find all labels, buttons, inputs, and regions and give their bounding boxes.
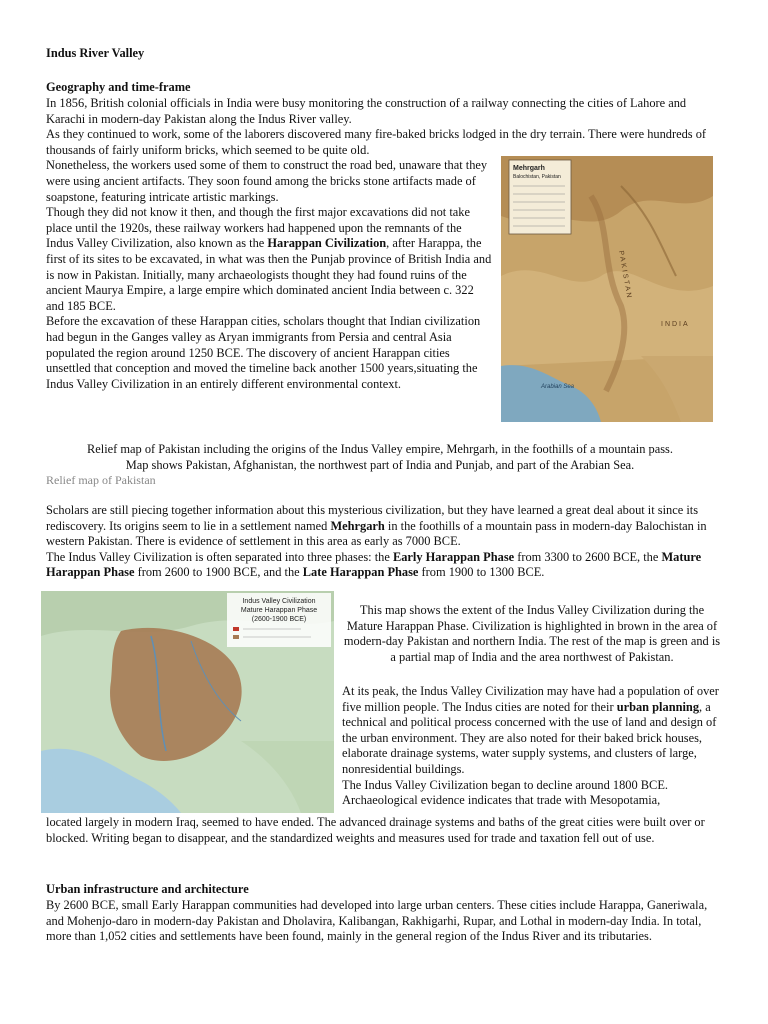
mature-harappan-map-graphic [41,591,334,813]
map1-label-india: INDIA [661,321,690,328]
map1-title: Mehrgarh [513,165,545,172]
term-late-harappan: Late Harappan Phase [302,565,419,580]
term-harappan-civilization: Harappan Civilization [267,236,387,251]
relief-map-graphic [501,156,713,422]
section-origins [46,503,714,581]
paragraph: The Indus Valley Civilization began to decline around 1800 BCE. [342,777,668,792]
section-heading-urban-infrastructure: Urban infrastructure and architecture [46,882,249,896]
term-mature-harappan: Mature Harappan Phase [46,549,702,580]
paragraph: The Indus Valley Civilization is often separated into three phases: the Early Harappan Phase from 3300 to 2600 BCE, the Mature Harappan Phase from 2600 to 1900 BCE, and the Late Harappan Phase from 1900 to 1300 BCE. [46,549,702,580]
section-heading-geography: Geography and time-frame [46,80,191,94]
paragraph: As they continued to work, some of the laborers discovered many fire-baked bricks lodged in the dry terrain. There were hundreds of thousands of fairly uniform bricks, which seemed to be quite old. [46,127,707,157]
map1-label-sea: Arabian Sea [541,384,575,390]
paragraph: At its peak, the Indus Valley Civilization may have had a population of over five million people. The Indus cities are noted for their urban planning, a technical and political process concerned with the use of land and design of the urban environment. They are also noted for their baked brick houses, elaborate drainage systems, water supply systems, and clusters of large, nonresidential buildings. [342,684,719,776]
indus-valley-map-image [41,591,334,813]
map2-title-line2: Mature Harappan Phase [240,607,318,614]
paragraph: Nonetheless, the workers used some of them to construct the road bed, unaware that they were using ancient artifacts. They soon found among the bricks stone artifacts made of soapstone, featuring intricate artistic markings. [46,158,488,204]
map-caption-pakistan [46,442,714,473]
relief-map-pakistan-image [501,156,713,422]
paragraph: In 1856, British colonial officials in India were busy monitoring the construction of a railway connecting the cities of Lahore and Karachi in modern-day Pakistan along the Indus River valley. [46,96,687,126]
map2-title-line1: Indus Valley Civilization [242,598,316,605]
wrapped-text-column [46,158,492,392]
map1-subtitle: Balochistan, Pakistan [513,174,561,180]
paragraph: Though they did not know it then, and though the first major excavations did not take place until the 1920s, these railway workers had happened upon the remnants of the Indus Valley Civilization, also known as the Harappan Civilization, after Harappa, the first of its sites to be excavated, in what was then the Punjab province of British India and is now in Pakistan. Initially, many archaeologists thought they had found ruins of the ancient Maurya Empire, a large empire which dominated ancient India between c. 322 and 185 BCE. [46,205,492,313]
paragraph: Before the excavation of these Harappan cities, scholars thought that Indian civilization had begun in the Ganges valley as Aryan immigrants from Persia and central Asia populated the region around 1250 BCE. The discovery of ancient Harappan cities unsettled that conception and moved the timeline back another 1500 years,situating the Indus Valley Civilization in an entirely different environmental context. [46,314,481,391]
map1-label-pakistan: PAKISTAN [617,250,633,301]
paragraph: Archaeological evidence indicates that trade with Mesopotamia, [342,793,661,808]
term-urban-planning: urban planning [616,699,700,714]
paragraph: By 2600 BCE, small Early Harappan communities had developed into large urban centers. These cities include Harappa, Ganeriwala, and Mohenjo-daro in modern-day Pakistan and Dholavira, Kalibangan, Rakhigarhi, Rupar, and Lothal in modern-day India. In total, more than 1,052 cities and settlements have been found, mainly in the general region of the Indus River and its tributaries. [46,898,708,944]
map-caption-indus-valley: This map shows the extent of the Indus Valley Civilization during the Mature Harappan Phase. Civilization is highlighted in brown in the area of modern-day Pakistan and northern India. The rest of the map is green and is a partial map of India and the area northwest of Pakistan. [343,603,721,664]
image-alt-text: Relief map of Pakistan [46,473,156,487]
paragraph: located largely in modern Iraq, seemed to have ended. The advanced drainage systems and baths of the great cities were built over or blocked. Writing began to disappear, and the standardized weights and measures used for trade and taxation fell out of use. [46,815,705,845]
map2-title-line3: (2600-1900 BCE) [251,616,307,623]
document-title: Indus River Valley [46,46,145,60]
section-peak-decline [342,684,722,809]
paragraph: Scholars are still piecing together information about this mysterious civilization, but they have learned a great deal about it since its rediscovery. Its origins seem to lie in a settlement named Mehrgarh in the foothills of a mountain pass in modern-day Balochistan in western Pakistan. There is evidence of settlement in this area as early as 7000 BCE. [46,503,707,549]
term-mehrgarh: Mehrgarh [330,518,385,533]
caption-line: Relief map of Pakistan including the origins of the Indus Valley empire, Mehrgarh, in the foothills of a mountain pass. [87,442,673,456]
term-early-harappan: Early Harappan Phase [392,549,515,564]
caption-line: Map shows Pakistan, Afghanistan, the northwest part of India and Punjab, and part of the Arabian Sea. [125,457,635,472]
